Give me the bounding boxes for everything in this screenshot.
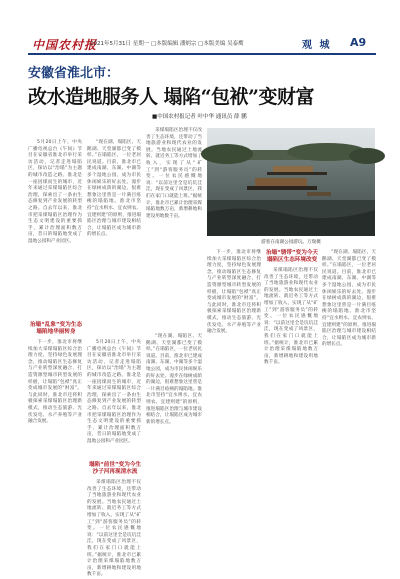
column-text: 采煤塌陷区治理不仅改善了生态环境，还带动了当地旅游业和现代农业的发展。当地农民通过土地流转、就近务工等方式增加了收入，实现了从“矿工”到“游客服务员”的转变。一位农民感慨地说：“以前这里全是坑坑洼洼，现在变成了风景区，我们在家门口就能上班。”据统计，淮北市已累计治理采煤塌陷地数万亩，新增耕地和建设用地数千亩。 bbox=[264, 268, 318, 366]
article-column-1 bbox=[28, 140, 82, 244]
article-column-3b bbox=[146, 334, 202, 566]
article-column-3 bbox=[146, 128, 202, 328]
column-text: “现在湖、塌陷区、天鹅湖、天堂湖都已变了模样。”在塌陷区，一位老居民说道。目前，淮北市已建成南湖、东湖、中湖等多个湿地公园，成为市民休闲娱乐的好去处。漫步在绿树成荫的湖边，很难想象这里曾是一片满目疮痍的塌陷地。淮北市坚持“宜水则水、宜农则农、宜建则建”的原则，推进塌陷区治理与城市建设相结合，让塌陷区成为城市新的增长点。 bbox=[322, 250, 376, 348]
article-column-1b bbox=[28, 340, 82, 566]
subhead-3: 治塌“锈带”变为今天 塌陷区生态环境改变 bbox=[265, 250, 319, 263]
article-photo bbox=[207, 128, 375, 236]
header-rule bbox=[28, 53, 376, 55]
section-name: 观 城 bbox=[302, 40, 332, 51]
article-column-2b bbox=[87, 340, 141, 458]
lake-photo-image bbox=[207, 128, 375, 236]
column-text: 采煤塌陷区治理不仅改善了生态环境，还带动了当地旅游业和现代农业的发展。当地农民通过土地流转、就近务工等方式增加了收入，实现了从“矿工”到“游客服务员”的转变。一位农民感慨地说：“以前这里全是坑坑洼洼，现在变成了风景区，我们在家门口就能上班。”据统计，淮北市已累计治理采煤塌陷地数万亩，新增耕地和建设用地数千亩。 bbox=[87, 480, 141, 578]
column-text: “现在湖、塌陷区、天鹅湖、天堂湖都已变了模样。”在塌陷区，一位老居民说道。目前，淮北市已建成南湖、东湖、中湖等多个湿地公园，成为市民休闲娱乐的好去处。漫步在绿树成荫的湖边，很难想象这里曾是一片满目疮痍的塌陷地。淮北市坚持“宜水则水、宜农则农、宜建则建”的原则，推进塌陷区治理与城市建设相结合，让塌陷区成为城市新的增长点。 bbox=[146, 334, 202, 425]
column-text: 下一步，淮北市将继续加大采煤塌陷区综合治理力度，坚持绿色发展理念，推动塌陷区生态修复与产业转型深度融合，打造资源型城市转型发展的样板，让塌陷“包袱”真正变成城市发展的“财富”。与此同时，淮北市还将积极探索采煤塌陷区治理新模式，推动生态旅游、光伏发电、水产养殖等产业融合发展。 bbox=[207, 250, 261, 335]
article-column-6 bbox=[322, 250, 376, 566]
page-number: A9 bbox=[350, 36, 367, 49]
column-text: 下一步，淮北市将继续加大采煤塌陷区综合治理力度，坚持绿色发展理念，推动塌陷区生态修复与产业转型深度融合，打造资源型城市转型发展的样板，让塌陷“包袱”真正变成城市发展的“财富”。与此同时，淮北市还将积极探索采煤塌陷区治理新模式，推动生态旅游、光伏发电、水产养殖等产业融合发展。 bbox=[28, 340, 82, 425]
subhead-1: 治塌“乱象”变为生态 塌陷地华丽转身 bbox=[29, 322, 83, 335]
column-text: “现在湖、塌陷区、天鹅湖、天堂湖都已变了模样。”在塌陷区，一位老居民说道。目前，淮北市已建成南湖、东湖、中湖等多个湿地公园，成为市民休闲娱乐的好去处。漫步在绿树成荫的湖边，很难想象这里曾是一片满目疮痍的塌陷地。淮北市坚持“宜水则水、宜农则农、宜建则建”的原则，推进塌陷区治理与城市建设相结合，让塌陷区成为城市新的增长点。 bbox=[87, 140, 141, 238]
article-column-2c bbox=[87, 480, 141, 578]
photo-caption: 游客在南湖公园游玩。万瑞摄 bbox=[261, 240, 321, 245]
article-column-2 bbox=[87, 140, 141, 336]
article-column-5 bbox=[264, 268, 318, 566]
column-text: 采煤塌陷区治理不仅改善了生态环境，还带动了当地旅游业和现代农业的发展。当地农民通过土地流转、就近务工等方式增加了收入，实现了从“矿工”到“游客服务员”的转变。一位农民感慨地说：“以前这里全是坑坑洼洼，现在变成了风景区，我们在家门口就能上班。”据统计，淮北市已累计治理采煤塌陷地数万亩，新增耕地和建设用地数千亩。 bbox=[146, 128, 202, 219]
article-byline: ■中国农村报记者 叶中华 通讯员 薛 鹏 bbox=[152, 114, 247, 120]
article-headline: 改水造地服务人 塌陷“包袱”变财富 bbox=[28, 86, 314, 108]
masthead bbox=[0, 0, 400, 58]
dateline: 2021年5月31日 星期一 □本版编辑 潘炳宗 □本版美编 吴泰鹰 bbox=[90, 41, 244, 47]
article-kicker: 安徽省淮北市： bbox=[28, 66, 120, 81]
column-text: 5月20日上午，中央广播电视总台《午间》节目在安徽省淮北市举行采访活动，记者走进塌陷区，探访以“治塌”为主题的城市改造之路。淮北是一座因煤而生的城市，近年来通过采煤塌陷区综合治理，探索出了一条由生态修复到产业发展的转型之路。自去年以来，淮北市把采煤塌陷区治理作为生态文明建设的重要抓手，累计治理面积数万亩，昔日的塌陷地变成了湿地公园和产业园区。 bbox=[28, 140, 82, 244]
article-column-4 bbox=[207, 250, 261, 566]
subhead-2: 塌陷“前世”变为今生 沙子河再现清水流 bbox=[88, 462, 142, 475]
column-text: 5月20日上午，中央广播电视总台《午间》节目在安徽省淮北市举行采访活动，记者走进塌陷区，探访以“治塌”为主题的城市改造之路。淮北是一座因煤而生的城市，近年来通过采煤塌陷区综合治理，探索出了一条由生态修复到产业发展的转型之路。自去年以来，淮北市把采煤塌陷区治理作为生态文明建设的重要抓手，累计治理面积数万亩，昔日的塌陷地变成了湿地公园和产业园区。 bbox=[87, 340, 141, 444]
newspaper-logo: 中国农村报 bbox=[32, 38, 98, 52]
